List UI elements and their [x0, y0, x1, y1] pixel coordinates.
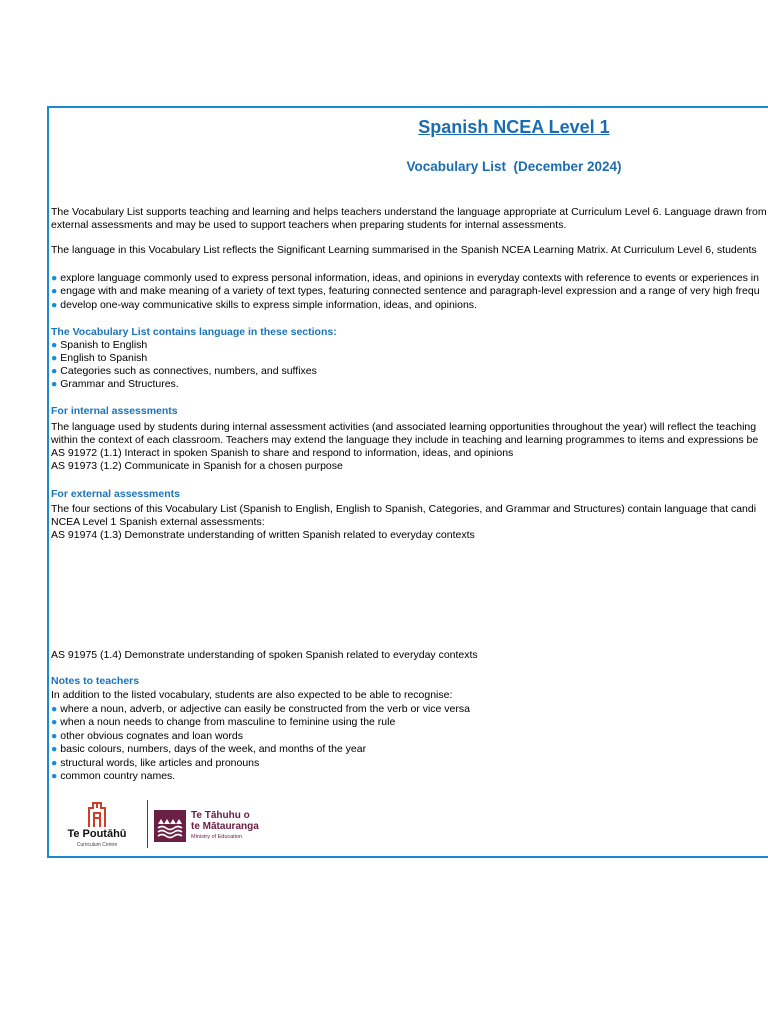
te-poutahu-subtitle: Curriculum Centre [76, 842, 118, 848]
list-item: ● where a noun, adverb, or adjective can easily be constructed from the verb or vice versa [51, 703, 470, 715]
external-heading: For external assessments [51, 488, 180, 500]
list-item: ● structural words, like articles and pronouns [51, 757, 260, 769]
intro-line-2: external assessments and may be used to support teachers when preparing students for internal assessments. [51, 219, 567, 231]
list-item: ● Grammar and Structures. [51, 378, 179, 390]
list-item: ● explore language commonly used to express personal information, ideas, and opinions in everyday contexts with reference to events or experiences in [51, 272, 759, 284]
list-item: ● other obvious cognates and loan words [51, 730, 243, 742]
page-title: Spanish NCEA Level 1 [418, 117, 610, 137]
list-item: ● develop one-way communicative skills to express simple information, ideas, and opinions. [51, 299, 477, 311]
internal-standard-1: AS 91972 (1.1) Interact in spoken Spanish to share and respond to information, ideas, and opinions [51, 447, 514, 459]
notes-intro: In addition to the listed vocabulary, students are also expected to be able to recognise: [51, 689, 453, 701]
external-line-2: NCEA Level 1 Spanish external assessments: [51, 516, 265, 528]
bullet-icon: ● [51, 365, 58, 377]
list-item: ● common country names. [51, 770, 176, 782]
moe-name-line-1: Te Tāhuhu o [191, 810, 250, 821]
intro-line-3: The language in this Vocabulary List reflects the Significant Learning summarised in the Spanish NCEA Learning Matrix. At Curriculum Level 6, students [51, 244, 757, 256]
moe-name-line-2: te Mātauranga [191, 821, 259, 832]
bullet-icon: ● [51, 716, 58, 728]
te-poutahu-mark-icon [85, 800, 109, 828]
bullet-icon: ● [51, 299, 58, 311]
bullet-icon: ● [51, 770, 58, 782]
footer-logos [59, 798, 289, 854]
bullet-icon: ● [51, 352, 58, 364]
list-item: ● basic colours, numbers, days of the week, and months of the year [51, 743, 367, 755]
list-item: ● English to Spanish [51, 352, 148, 364]
intro-line-1: The Vocabulary List supports teaching and learning and helps teachers understand the language appropriate at Curriculum Level 6. Language drawn from [51, 206, 767, 218]
list-item: ● engage with and make meaning of a variety of text types, featuring connected sentence and paragraph-level expression and a range of very high frequ [51, 285, 760, 297]
moe-logo-mark [154, 810, 186, 842]
te-poutahu-name: Te Poutāhū [67, 828, 127, 840]
bullet-icon: ● [51, 743, 58, 755]
internal-line-1: The language used by students during internal assessment activities (and associated learning opportunities throughout the year) will reflect the teaching [51, 421, 757, 433]
list-item: ● Categories such as connectives, numbers, and suffixes [51, 365, 317, 377]
bullet-icon: ● [51, 757, 58, 769]
sections-heading: The Vocabulary List contains language in these sections: [51, 326, 337, 338]
logo-divider [147, 800, 148, 848]
external-standard-2: AS 91975 (1.4) Demonstrate understanding of spoken Spanish related to everyday contexts [51, 649, 478, 661]
internal-heading: For internal assessments [51, 405, 178, 417]
bullet-icon: ● [51, 703, 58, 715]
te-poutahu-logo [59, 798, 139, 854]
bullet-icon: ● [51, 378, 58, 390]
bullet-icon: ● [51, 339, 58, 351]
list-item: ● when a noun needs to change from masculine to feminine using the rule [51, 716, 396, 728]
external-line-1: The four sections of this Vocabulary List (Spanish to English, English to Spanish, Categories, and Grammar and Structures) contain language that candi [51, 503, 757, 515]
bullet-icon: ● [51, 730, 58, 742]
moe-waves-icon [154, 810, 186, 842]
moe-name-english: Ministry of Education [191, 834, 243, 840]
bullet-icon: ● [51, 272, 58, 284]
bullet-icon: ● [51, 285, 58, 297]
notes-heading: Notes to teachers [51, 675, 140, 687]
internal-standard-2: AS 91973 (1.2) Communicate in Spanish for a chosen purpose [51, 460, 343, 472]
internal-line-2: within the context of each classroom. Teachers may extend the language they include in teaching and learning programmes to items and expressions be [51, 434, 759, 446]
list-item: ● Spanish to English [51, 339, 148, 351]
external-standard-1: AS 91974 (1.3) Demonstrate understanding of written Spanish related to everyday contexts [51, 529, 475, 541]
page-subtitle: Vocabulary List (December 2024) [406, 159, 622, 174]
document-sheet [47, 106, 768, 858]
